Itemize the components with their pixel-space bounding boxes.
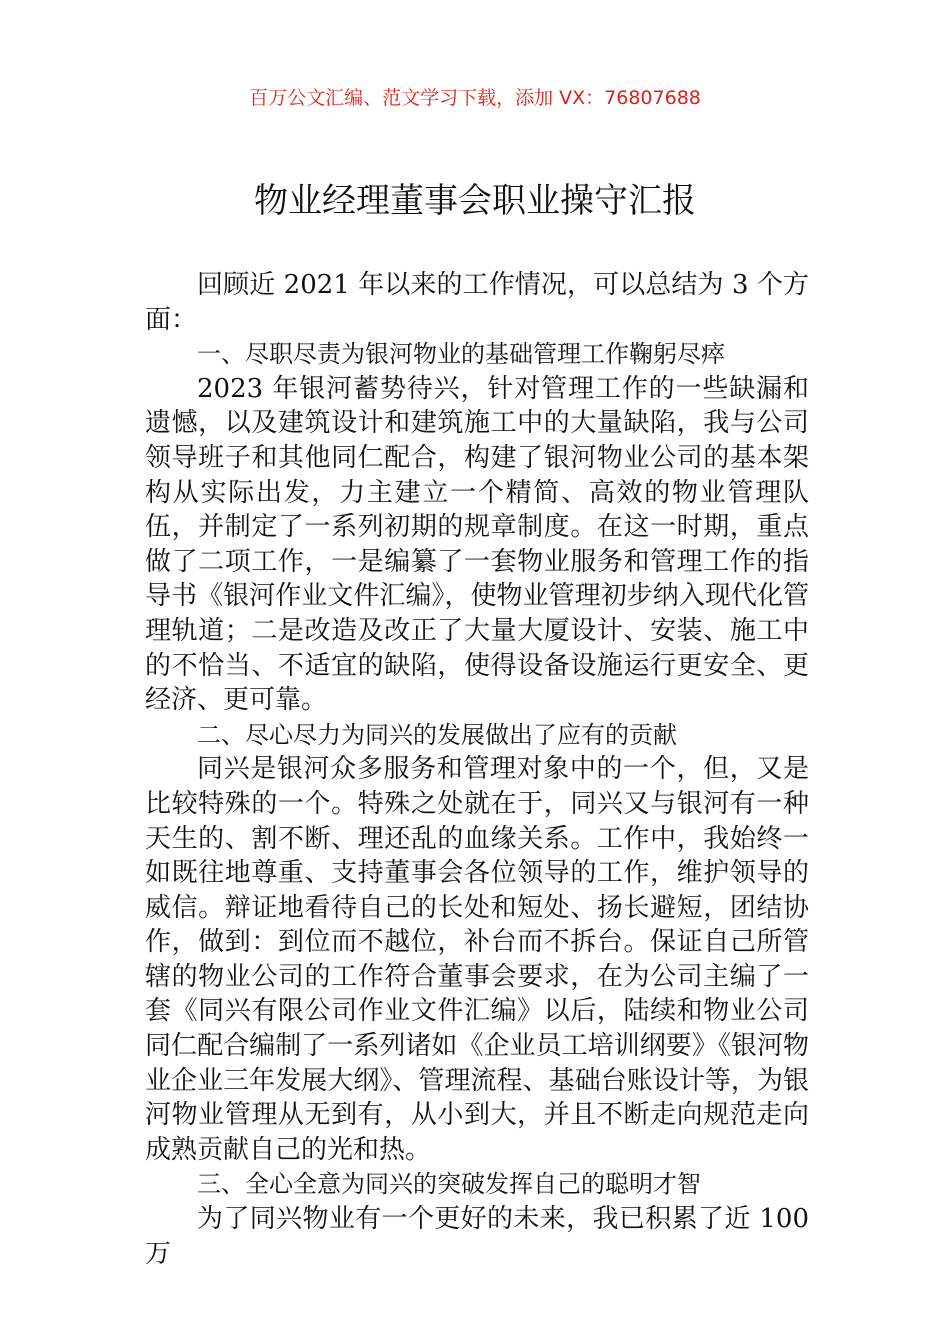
document-body [145, 268, 809, 1271]
body-paragraph: 为了同兴物业有一个更好的未来，我已积累了近 100 万 [145, 1204, 809, 1269]
body-paragraph: 2023 年银河蓄势待兴，针对管理工作的一些缺漏和遗憾，以及建筑设计和建筑施工中的大量缺陷，我与公司领导班子和其他同仁配合，构建了银河物业公司的基本架构从实际出发，力主建立一个精简、高效的物业管理队伍，并制定了一系列初期的规章制度。在这一时期，重点做了二项工作，一是编纂了一套物业服务和管理工作的指导书《银河作业文件汇编》，使物业管理初步纳入现代化管理轨道；二是改造及改正了大量大厦设计、安装、施工中的不恰当、不适宜的缺陷，使得设备设施运行更安全、更经济、更可靠。 [145, 373, 809, 716]
intro-paragraph: 回顾近 2021 年以来的工作情况，可以总结为 3 个方面： [145, 270, 809, 335]
header-note: 百万公文汇编、范文学习下载，添加 VX：76807688 [249, 87, 701, 109]
section-heading-3: 三、全心全意为同兴的突破发挥自己的聪明才智 [197, 1170, 701, 1199]
section-heading-1: 一、尽职尽责为银河物业的基础管理工作鞠躬尽瘁 [197, 340, 725, 369]
section-heading-2: 二、尽心尽力为同兴的发展做出了应有的贡献 [197, 720, 677, 749]
page-title: 物业经理董事会职业操守汇报 [254, 181, 696, 221]
body-paragraph: 同兴是银河众多服务和管理对象中的一个，但，又是比较特殊的一个。特殊之处就在于，同兴又与银河有一种天生的、割不断、理还乱的血缘关系。工作中，我始终一如既往地尊重、支持董事会各位领导的工作，维护领导的威信。辩证地看待自己的长处和短处、扬长避短，团结协作，做到：到位而不越位，补台而不拆台。保证自己所管辖的物业公司的工作符合董事会要求，在为公司主编了一套《同兴有限公司作业文件汇编》以后，陆续和物业公司同仁配合编制了一系列诸如《企业员工培训纲要》《银河物业企业三年发展大纲》、管理流程、基础台账设计等，为银河物业管理从无到有，从小到大，并且不断走向规范走向成熟贡献自己的光和热。 [145, 754, 809, 1165]
